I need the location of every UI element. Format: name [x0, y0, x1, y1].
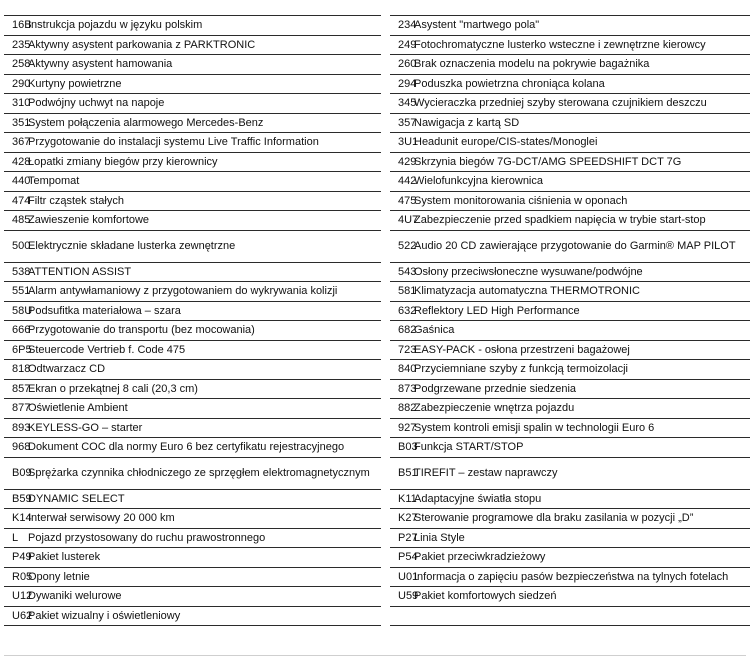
- option-code-left: 818: [4, 360, 28, 380]
- option-description-right: Skrzynia biegów 7G-DCT/AMG SPEEDSHIFT DCT 7G: [414, 152, 750, 172]
- column-gap: [381, 399, 390, 419]
- option-description-left: Aktywny asystent hamowania: [28, 55, 381, 75]
- option-description-right: Osłony przeciwsłoneczne wysuwane/podwójne: [414, 262, 750, 282]
- column-gap: [381, 211, 390, 231]
- option-code-left: 310: [4, 94, 28, 114]
- option-description-left: Sprężarka czynnika chłodniczego ze sprzęgłem elektromagnetycznym: [28, 457, 381, 489]
- column-gap: [381, 548, 390, 568]
- column-gap: [381, 113, 390, 133]
- option-description-left: Tempomat: [28, 172, 381, 192]
- option-description-left: Opony letnie: [28, 567, 381, 587]
- option-code-left: 893: [4, 418, 28, 438]
- column-gap: [381, 133, 390, 153]
- table-row: [4, 587, 750, 607]
- column-gap: [381, 340, 390, 360]
- option-code-right: 927: [390, 418, 414, 438]
- option-description-right: EASY-PACK - osłona przestrzeni bagażowej: [414, 340, 750, 360]
- option-description-right: Headunit europe/CIS-states/Monoglei: [414, 133, 750, 153]
- option-code-left: 6P5: [4, 340, 28, 360]
- option-description-left: Pakiet lusterek: [28, 548, 381, 568]
- table-row: [4, 438, 750, 458]
- option-code-right: 345: [390, 94, 414, 114]
- option-description-left: System połączenia alarmowego Mercedes-Benz: [28, 113, 381, 133]
- option-description-left: Aktywny asystent parkowania z PARKTRONIC: [28, 35, 381, 55]
- option-code-left: 290: [4, 74, 28, 94]
- option-description-left: Elektrycznie składane lusterka zewnętrzne: [28, 230, 381, 262]
- table-row: [4, 301, 750, 321]
- table-row: [4, 35, 750, 55]
- option-code-left: B59: [4, 489, 28, 509]
- option-code-left: 857: [4, 379, 28, 399]
- column-gap: [381, 418, 390, 438]
- column-gap: [381, 172, 390, 192]
- table-row: [4, 191, 750, 211]
- table-row: [4, 548, 750, 568]
- option-code-right: 357: [390, 113, 414, 133]
- option-code-right: 234: [390, 16, 414, 36]
- table-row: [4, 74, 750, 94]
- column-gap: [381, 35, 390, 55]
- table-row: [4, 172, 750, 192]
- option-code-left: 16B: [4, 16, 28, 36]
- page-bottom-edge: [4, 655, 746, 656]
- option-description-right: Klimatyzacja automatyczna THERMOTRONIC: [414, 282, 750, 302]
- equipment-code-sheet: [0, 15, 750, 626]
- column-gap: [381, 282, 390, 302]
- option-code-left: 258: [4, 55, 28, 75]
- option-description-right: Pakiet komfortowych siedzeń: [414, 587, 750, 607]
- column-gap: [381, 152, 390, 172]
- option-description-right: Sterowanie programowe dla braku zasilania w pozycji „D”: [414, 509, 750, 529]
- option-code-right: B03: [390, 438, 414, 458]
- option-code-right: 442: [390, 172, 414, 192]
- option-code-right: U01: [390, 567, 414, 587]
- column-gap: [381, 94, 390, 114]
- option-code-right: 3U1: [390, 133, 414, 153]
- table-row: [4, 282, 750, 302]
- option-code-right: P27: [390, 528, 414, 548]
- option-description-right: Wycieraczka przedniej szyby sterowana czujnikiem deszczu: [414, 94, 750, 114]
- equipment-codes-table: [4, 15, 750, 626]
- option-code-left: 351: [4, 113, 28, 133]
- option-description-left: Dywaniki welurowe: [28, 587, 381, 607]
- option-description-left: Podwójny uchwyt na napoje: [28, 94, 381, 114]
- option-description-right: Informacja o zapięciu pasów bezpieczeństwa na tylnych fotelach: [414, 567, 750, 587]
- column-gap: [381, 230, 390, 262]
- option-code-left: 474: [4, 191, 28, 211]
- option-code-left: 877: [4, 399, 28, 419]
- option-code-right: 581: [390, 282, 414, 302]
- option-description-right: Reflektory LED High Performance: [414, 301, 750, 321]
- option-code-left: K14: [4, 509, 28, 529]
- option-code-right: K11: [390, 489, 414, 509]
- table-row: [4, 211, 750, 231]
- table-row: [4, 340, 750, 360]
- option-description-right: Pakiet przeciwkradzieżowy: [414, 548, 750, 568]
- option-code-right: 475: [390, 191, 414, 211]
- option-code-left: 485: [4, 211, 28, 231]
- option-code-right: 4U7: [390, 211, 414, 231]
- option-code-right: [390, 606, 414, 626]
- option-code-left: 666: [4, 321, 28, 341]
- watermark-image: [6, 632, 137, 657]
- equipment-codes-body: [4, 16, 750, 626]
- table-row: [4, 418, 750, 438]
- option-description-left: Pojazd przystosowany do ruchu prawostronnego: [28, 528, 381, 548]
- option-code-right: 522: [390, 230, 414, 262]
- option-description-right: System monitorowania ciśnienia w oponach: [414, 191, 750, 211]
- option-code-left: 367: [4, 133, 28, 153]
- option-description-left: Przygotowanie do transportu (bez mocowania): [28, 321, 381, 341]
- option-description-right: TIREFIT – zestaw naprawczy: [414, 457, 750, 489]
- column-gap: [381, 262, 390, 282]
- option-code-left: U62: [4, 606, 28, 626]
- option-code-right: 429: [390, 152, 414, 172]
- option-description-right: Funkcja START/STOP: [414, 438, 750, 458]
- option-code-left: U12: [4, 587, 28, 607]
- table-row: [4, 262, 750, 282]
- column-gap: [381, 438, 390, 458]
- option-description-right: Podgrzewane przednie siedzenia: [414, 379, 750, 399]
- option-code-left: 440: [4, 172, 28, 192]
- option-description-left: Alarm antywłamaniowy z przygotowaniem do wykrywania kolizji: [28, 282, 381, 302]
- column-gap: [381, 301, 390, 321]
- option-description-left: DYNAMIC SELECT: [28, 489, 381, 509]
- option-description-left: Podsufitka materiałowa – szara: [28, 301, 381, 321]
- table-row: [4, 230, 750, 262]
- option-description-left: Pakiet wizualny i oświetleniowy: [28, 606, 381, 626]
- table-row: [4, 321, 750, 341]
- option-description-right: Nawigacja z kartą SD: [414, 113, 750, 133]
- option-description-left: Zawieszenie komfortowe: [28, 211, 381, 231]
- table-row: [4, 528, 750, 548]
- option-code-right: 260: [390, 55, 414, 75]
- option-description-right: Asystent "martwego pola": [414, 16, 750, 36]
- column-gap: [381, 489, 390, 509]
- option-description-left: Steuercode Vertrieb f. Code 475: [28, 340, 381, 360]
- option-description-right: Przyciemniane szyby z funkcją termoizolacji: [414, 360, 750, 380]
- option-description-right: Zabezpieczenie wnętrza pojazdu: [414, 399, 750, 419]
- column-gap: [381, 55, 390, 75]
- column-gap: [381, 321, 390, 341]
- table-row: [4, 567, 750, 587]
- table-row: [4, 379, 750, 399]
- table-row: [4, 509, 750, 529]
- table-row: [4, 399, 750, 419]
- option-code-right: B51: [390, 457, 414, 489]
- option-description-right: Adaptacyjne światła stopu: [414, 489, 750, 509]
- option-code-right: 249: [390, 35, 414, 55]
- table-row: [4, 133, 750, 153]
- column-gap: [381, 606, 390, 626]
- column-gap: [381, 191, 390, 211]
- table-row: [4, 152, 750, 172]
- option-description-left: KEYLESS-GO – starter: [28, 418, 381, 438]
- column-gap: [381, 587, 390, 607]
- option-description-left: Instrukcja pojazdu w języku polskim: [28, 16, 381, 36]
- option-code-right: 632: [390, 301, 414, 321]
- table-row: [4, 16, 750, 36]
- column-gap: [381, 509, 390, 529]
- option-description-right: Brak oznaczenia modelu na pokrywie bagażnika: [414, 55, 750, 75]
- table-row: [4, 360, 750, 380]
- option-description-left: Filtr cząstek stałych: [28, 191, 381, 211]
- option-description-left: Ekran o przekątnej 8 cali (20,3 cm): [28, 379, 381, 399]
- table-row: [4, 606, 750, 626]
- option-description-right: Wielofunkcyjna kierownica: [414, 172, 750, 192]
- option-code-left: L: [4, 528, 28, 548]
- option-code-left: P49: [4, 548, 28, 568]
- option-code-left: 968: [4, 438, 28, 458]
- option-code-right: 723: [390, 340, 414, 360]
- option-description-left: Interwał serwisowy 20 000 km: [28, 509, 381, 529]
- table-row: [4, 113, 750, 133]
- option-description-right: Gaśnica: [414, 321, 750, 341]
- table-row: [4, 457, 750, 489]
- column-gap: [381, 528, 390, 548]
- option-description-right: Audio 20 CD zawierające przygotowanie do Garmin® MAP PILOT: [414, 230, 750, 262]
- column-gap: [381, 16, 390, 36]
- column-gap: [381, 74, 390, 94]
- option-description-right: [414, 606, 750, 626]
- option-code-left: B09: [4, 457, 28, 489]
- column-gap: [381, 567, 390, 587]
- option-code-right: 682: [390, 321, 414, 341]
- option-description-right: Poduszka powietrzna chroniąca kolana: [414, 74, 750, 94]
- option-description-right: Zabezpieczenie przed spadkiem napięcia w trybie start-stop: [414, 211, 750, 231]
- option-description-right: System kontroli emisji spalin w technologii Euro 6: [414, 418, 750, 438]
- option-code-left: 551: [4, 282, 28, 302]
- option-code-right: 294: [390, 74, 414, 94]
- option-code-right: 840: [390, 360, 414, 380]
- option-code-right: P54: [390, 548, 414, 568]
- table-row: [4, 489, 750, 509]
- column-gap: [381, 457, 390, 489]
- table-row: [4, 94, 750, 114]
- option-code-left: 538: [4, 262, 28, 282]
- option-description-left: Kurtyny powietrzne: [28, 74, 381, 94]
- column-gap: [381, 360, 390, 380]
- option-code-right: 882: [390, 399, 414, 419]
- option-code-right: 543: [390, 262, 414, 282]
- option-description-left: Łopatki zmiany biegów przy kierownicy: [28, 152, 381, 172]
- option-description-left: Oświetlenie Ambient: [28, 399, 381, 419]
- option-code-right: 873: [390, 379, 414, 399]
- option-code-left: 235: [4, 35, 28, 55]
- option-code-left: 58U: [4, 301, 28, 321]
- option-code-right: U59: [390, 587, 414, 607]
- option-description-left: Przygotowanie do instalacji systemu Live Traffic Information: [28, 133, 381, 153]
- table-row: [4, 55, 750, 75]
- option-description-left: Odtwarzacz CD: [28, 360, 381, 380]
- option-code-right: K27: [390, 509, 414, 529]
- option-description-right: Fotochromatyczne lusterko wsteczne i zewnętrzne kierowcy: [414, 35, 750, 55]
- option-code-left: R05: [4, 567, 28, 587]
- option-description-left: ATTENTION ASSIST: [28, 262, 381, 282]
- column-gap: [381, 379, 390, 399]
- option-code-left: 500: [4, 230, 28, 262]
- option-code-left: 428: [4, 152, 28, 172]
- option-description-left: Dokument COC dla normy Euro 6 bez certyfikatu rejestracyjnego: [28, 438, 381, 458]
- option-description-right: Linia Style: [414, 528, 750, 548]
